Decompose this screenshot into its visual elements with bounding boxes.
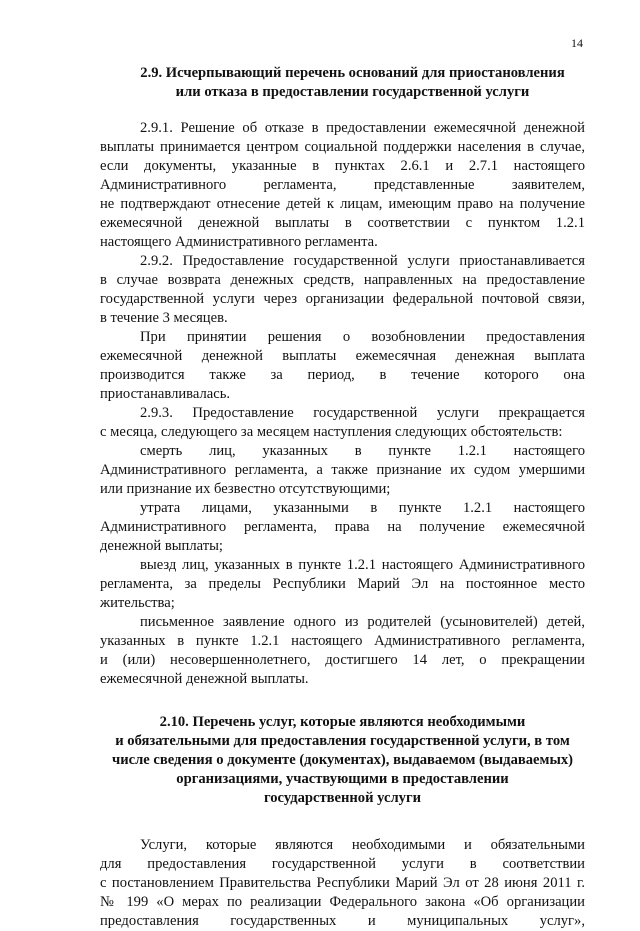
text-line: настоящего Административного регламента. <box>100 234 378 250</box>
document-body <box>100 64 585 931</box>
heading-line: числе сведения о документе (документах), выдаваемом (выдаваемых) <box>111 752 574 768</box>
paragraph-2-9-3 <box>100 404 585 442</box>
text-line: приостанавливалась. <box>100 386 231 402</box>
paragraph-loss-of-right <box>100 499 585 556</box>
heading-line: организациями, участвующими в предоставлении <box>176 771 509 787</box>
text-line: смерть лиц, указанных в пункте 1.2.1 настоящего <box>140 443 585 459</box>
text-line: предоставления государственных и муниципальных услуг», <box>100 913 585 929</box>
text-line: № 199 «О мерах по реализации Федерального закона «Об организации <box>100 894 585 910</box>
paragraph-statement <box>100 613 585 689</box>
text-line: утрата лицами, указанными в пункте 1.2.1 настоящего <box>140 500 585 516</box>
heading-line: 2.9. Исчерпывающий перечень оснований для приостановления <box>140 65 565 81</box>
text-line: ежемесячной денежной выплаты в соответствии с пунктом 1.2.1 <box>100 215 585 231</box>
text-line: Административного регламента, а также признание их судом умершими <box>100 462 585 478</box>
page-number: 14 <box>571 36 583 50</box>
text-line: и (или) несовершеннолетнего, достигшего 14 лет, о прекращении <box>100 652 585 668</box>
text-line: если документы, указанные в пунктах 2.6.1 и 2.7.1 настоящего <box>100 158 585 174</box>
text-line: регламента, за пределы Республики Марий Эл на постоянное место <box>100 576 585 592</box>
text-line: в случае возврата денежных средств, направленных на предоставление <box>100 272 585 288</box>
text-line: Услуги, которые являются необходимыми и обязательными <box>140 837 585 853</box>
text-line: выплаты принимается центром социальной поддержки населения в случае, <box>100 139 585 155</box>
text-line: государственной услуги через организации федеральной почтовой связи, <box>100 291 585 307</box>
text-line: в течение 3 месяцев. <box>100 310 228 326</box>
section-2-9-heading <box>100 64 585 102</box>
text-line: производится также за период, в течение которого она <box>100 367 585 383</box>
paragraph-services <box>100 836 585 931</box>
paragraph-resume <box>100 328 585 404</box>
text-line: денежной выплаты; <box>100 538 223 554</box>
text-line: ежемесячной денежной выплаты ежемесячная денежная выплата <box>100 348 585 364</box>
text-line: Административного регламента, представленные заявителем, <box>100 177 585 193</box>
text-line: или признание их безвестно отсутствующими; <box>100 481 391 497</box>
text-line: ежемесячной денежной выплаты. <box>100 671 309 687</box>
section-2-10-heading <box>100 713 585 808</box>
text-line: 2.9.1. Решение об отказе в предоставлении ежемесячной денежной <box>140 120 585 136</box>
text-line: жительства; <box>100 595 175 611</box>
paragraph-death <box>100 442 585 499</box>
text-line: 2.9.2. Предоставление государственной услуги приостанавливается <box>140 253 585 269</box>
text-line: письменное заявление одного из родителей (усыновителей) детей, <box>140 614 585 630</box>
paragraph-2-9-2 <box>100 252 585 328</box>
heading-line: государственной услуги <box>263 790 422 806</box>
text-line: для предоставления государственной услуги в соответствии <box>100 856 585 872</box>
paragraph-departure <box>100 556 585 613</box>
text-line: не подтверждают отнесение детей к лицам, имеющим право на получение <box>100 196 585 212</box>
text-line: выезд лиц, указанных в пункте 1.2.1 настоящего Административного <box>140 557 585 573</box>
heading-line: и обязательными для предоставления государственной услуги, в том <box>115 733 570 749</box>
text-line: с постановлением Правительства Республики Марий Эл от 28 июня 2011 г. <box>100 875 585 891</box>
text-line: При принятии решения о возобновлении предоставления <box>140 329 585 345</box>
heading-line: или отказа в предоставлении государственной услуги <box>175 84 530 100</box>
text-line: с месяца, следующего за месяцем наступления следующих обстоятельств: <box>100 424 563 440</box>
text-line: 2.9.3. Предоставление государственной услуги прекращается <box>140 405 585 421</box>
paragraph-2-9-1 <box>100 119 585 252</box>
text-line: Административного регламента, права на получение ежемесячной <box>100 519 585 535</box>
text-line: указанных в пункте 1.2.1 настоящего Административного регламента, <box>100 633 585 649</box>
heading-line: 2.10. Перечень услуг, которые являются необходимыми <box>159 714 526 730</box>
